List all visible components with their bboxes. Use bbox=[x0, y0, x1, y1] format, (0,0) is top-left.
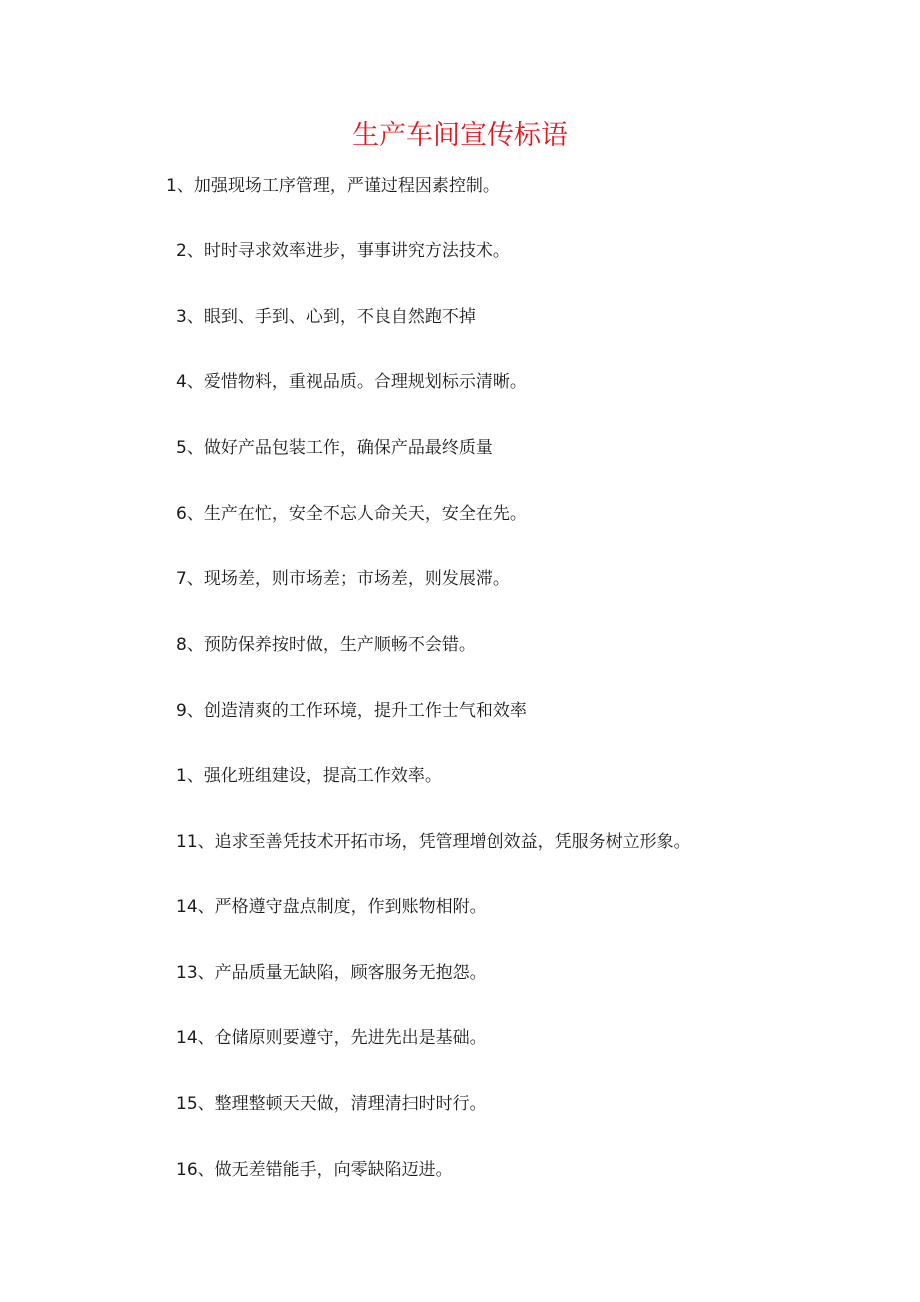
list-item: 11、追求至善凭技术开拓市场，凭管理增创效益，凭服务树立形象。 bbox=[176, 832, 691, 852]
list-item: 1、强化班组建设，提高工作效率。 bbox=[176, 766, 442, 786]
list-item: 16、做无差错能手，向零缺陷迈进。 bbox=[176, 1160, 453, 1180]
list-item: 1、加强现场工序管理，严谨过程因素控制。 bbox=[166, 176, 500, 196]
list-item: 6、生产在忙，安全不忘人命关天，安全在先。 bbox=[176, 504, 527, 524]
list-item: 7、现场差，则市场差；市场差，则发展滞。 bbox=[176, 569, 510, 589]
list-item: 3、眼到、手到、心到，不良自然跑不掉 bbox=[176, 307, 476, 327]
list-item: 9、创造清爽的工作环境，提升工作士气和效率 bbox=[176, 701, 527, 721]
list-item: 14、仓储原则要遵守，先进先出是基础。 bbox=[176, 1028, 487, 1048]
document-title: 生产车间宣传标语 bbox=[352, 120, 568, 151]
list-item: 5、做好产品包装工作，确保产品最终质量 bbox=[176, 438, 493, 458]
list-item: 15、整理整顿天天做，清理清扫时时行。 bbox=[176, 1094, 487, 1114]
list-item: 14、严格遵守盘点制度，作到账物相附。 bbox=[176, 897, 487, 917]
list-item: 8、预防保养按时做，生产顺畅不会错。 bbox=[176, 635, 476, 655]
list-item: 2、时时寻求效率进步，事事讲究方法技术。 bbox=[176, 241, 510, 261]
list-item: 4、爱惜物料，重视品质。合理规划标示清晰。 bbox=[176, 372, 527, 392]
list-item: 13、产品质量无缺陷，顾客服务无抱怨。 bbox=[176, 963, 487, 983]
